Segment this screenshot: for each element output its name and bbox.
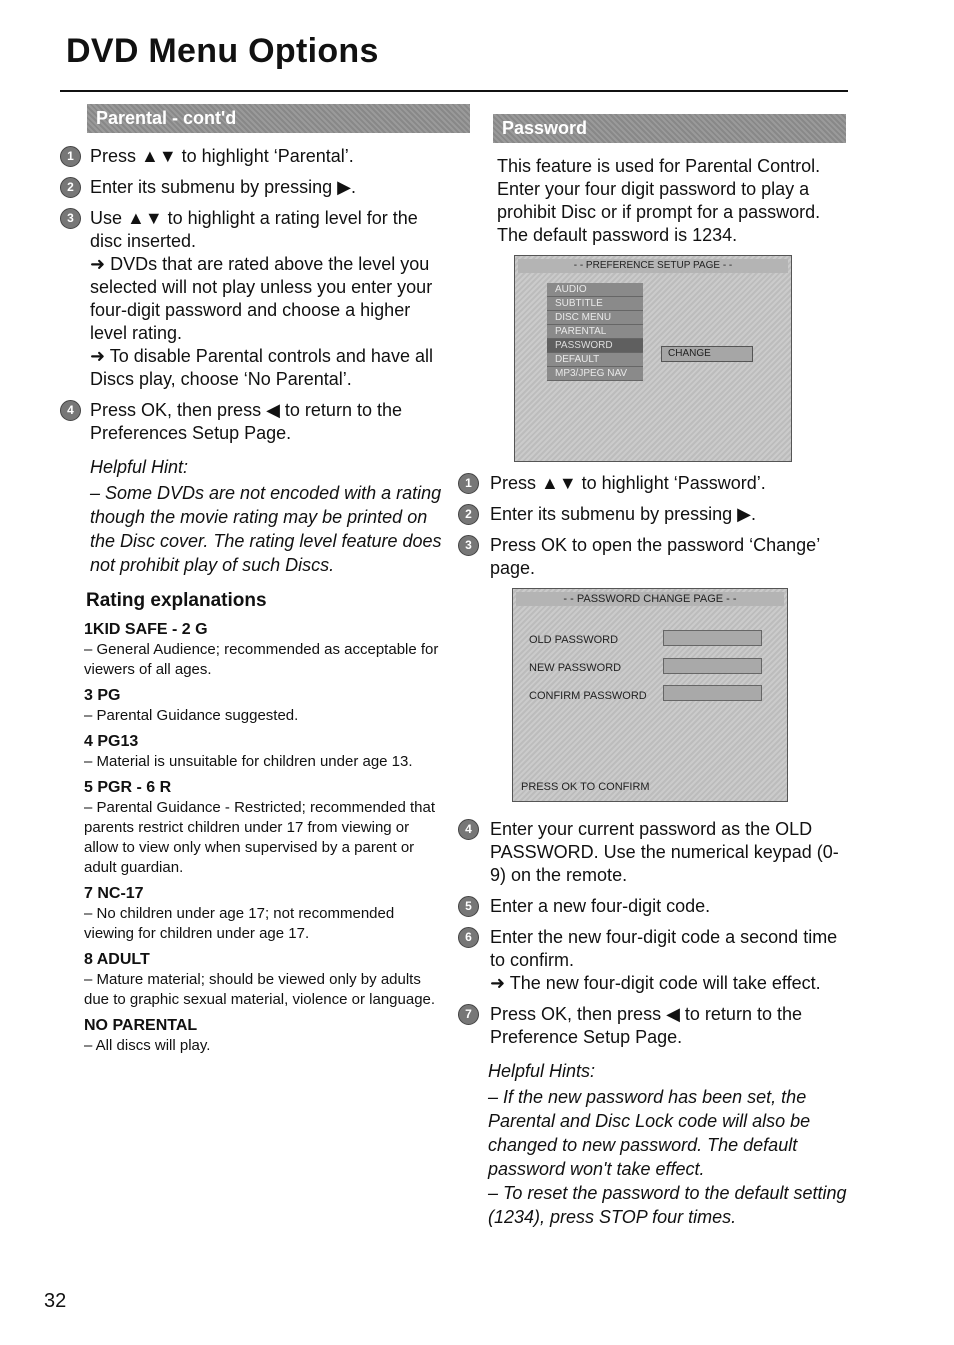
password-step-7 <box>458 1003 850 1049</box>
step-text: Press OK, then press ◀ to return to the Preferences Setup Page. <box>90 400 402 443</box>
osd-menu-item-audio: AUDIO <box>547 283 643 297</box>
step-number-icon: 6 <box>458 927 479 948</box>
osd-menu-list <box>547 283 643 381</box>
osd-header: - - PASSWORD CHANGE PAGE - - <box>516 592 784 606</box>
helpful-hints <box>488 1059 850 1229</box>
rating-name: NO PARENTAL <box>84 1017 198 1034</box>
parental-step-2 <box>60 176 445 199</box>
osd-menu-item-default: DEFAULT <box>547 353 643 367</box>
left-column <box>60 104 445 1062</box>
step-number-icon: 7 <box>458 1004 479 1025</box>
hint-text: – If the new password has been set, the Parental and Disc Lock code will also be changed to new password. The default password won't take effect. <box>488 1087 811 1179</box>
rating-desc: – All discs will play. <box>84 1037 211 1054</box>
step-text: Press ▲▼ to highlight ‘Password’. <box>490 473 766 493</box>
rating-item <box>84 732 445 772</box>
press-ok-to-confirm: PRESS OK TO CONFIRM <box>521 781 650 793</box>
rating-desc: – Parental Guidance - Restricted; recommended that parents restrict children under 17 from viewing or allow to view only when supervised by a parent or adult guardian. <box>84 799 436 876</box>
osd-change-option: CHANGE <box>661 346 753 362</box>
rating-name: 7 NC-17 <box>84 885 144 902</box>
rating-name: 8 ADULT <box>84 951 150 968</box>
password-step-1 <box>458 472 850 495</box>
hint-text: – Some DVDs are not encoded with a rating though the movie rating may be printed on the Disc cover. The rating level feature does not prohibit play of such Discs. <box>90 483 442 575</box>
step-text: Enter its submenu by pressing ▶. <box>490 504 756 524</box>
rating-item <box>84 686 445 726</box>
rating-item <box>84 950 445 1010</box>
rating-desc: – Parental Guidance suggested. <box>84 707 299 724</box>
password-intro: This feature is used for Parental Control. Enter your four digit password to play a prohibit Disc or if prompt for a password. The default password is 1234. <box>497 156 821 245</box>
step-note: ➜ To disable Parental controls and have all Discs play, choose ‘No Parental’. <box>90 346 433 389</box>
new-password-label: NEW PASSWORD <box>529 662 622 674</box>
step-number-icon: 2 <box>60 177 81 198</box>
password-step-6 <box>458 926 850 995</box>
confirm-password-label: CONFIRM PASSWORD <box>529 690 647 702</box>
osd-menu-item-subtitle: SUBTITLE <box>547 297 643 311</box>
step-text: Enter your current password as the OLD PASSWORD. Use the numerical keypad (0-9) on the remote. <box>490 819 839 885</box>
parental-step-4 <box>60 399 445 445</box>
step-note: ➜ DVDs that are rated above the level you selected will not play unless you enter your four-digit password and choose a higher level rating. <box>90 254 433 343</box>
osd-menu-item-password: PASSWORD <box>547 339 643 353</box>
step-text: Press OK, then press ◀ to return to the Preference Setup Page. <box>490 1004 802 1047</box>
title-divider <box>60 90 848 92</box>
step-number-icon: 2 <box>458 504 479 525</box>
rating-desc: – General Audience; recommended as acceptable for viewers of all ages. <box>84 641 439 678</box>
rating-desc: – Mature material; should be viewed only by adults due to graphic sexual material, violence or language. <box>84 971 436 1008</box>
rating-item <box>84 884 445 944</box>
helpful-hint <box>90 455 445 577</box>
page-title: DVD Menu Options <box>66 32 379 70</box>
rating-explanations-title: Rating explanations <box>86 590 267 611</box>
password-step-2 <box>458 503 850 526</box>
rating-name: 1KID SAFE - 2 G <box>84 621 208 638</box>
rating-item <box>84 1016 445 1056</box>
parental-step-3 <box>60 207 445 391</box>
step-number-icon: 1 <box>458 473 479 494</box>
page-number: 32 <box>44 1290 67 1312</box>
rating-name: 3 PG <box>84 687 121 704</box>
password-step-3 <box>458 534 850 580</box>
osd-menu-item-mp3-jpeg-nav: MP3/JPEG NAV <box>547 367 643 381</box>
step-number-icon: 4 <box>60 400 81 421</box>
password-step-4 <box>458 818 850 887</box>
step-text: Use ▲▼ to highlight a rating level for the disc inserted. <box>90 208 418 251</box>
step-text: Press ▲▼ to highlight ‘Parental’. <box>90 146 354 166</box>
rating-item <box>84 620 445 680</box>
preference-setup-screen <box>514 255 792 462</box>
section-header-parental: Parental - cont'd <box>87 104 470 133</box>
rating-desc: – Material is unsuitable for children under age 13. <box>84 753 413 770</box>
step-number-icon: 3 <box>60 208 81 229</box>
rating-item <box>84 778 445 878</box>
hint-title: Helpful Hint: <box>90 457 189 477</box>
step-text: Enter a new four-digit code. <box>490 896 711 916</box>
osd-menu-item-disc-menu: DISC MENU <box>547 311 643 325</box>
step-number-icon: 1 <box>60 146 81 167</box>
step-text: Enter its submenu by pressing ▶. <box>90 177 356 197</box>
step-number-icon: 4 <box>458 819 479 840</box>
right-column <box>458 114 850 1229</box>
step-number-icon: 5 <box>458 896 479 917</box>
hint-text: – To reset the password to the default setting (1234), press STOP four times. <box>488 1183 847 1227</box>
rating-name: 5 PGR - 6 R <box>84 779 172 796</box>
osd-header: - - PREFERENCE SETUP PAGE - - <box>518 259 788 273</box>
hint-title: Helpful Hints: <box>488 1061 596 1081</box>
old-password-field <box>663 630 762 646</box>
section-header-password: Password <box>493 114 846 143</box>
new-password-field <box>663 658 762 674</box>
step-text: Press OK to open the password ‘Change’ page. <box>490 535 820 578</box>
osd-menu-item-parental: PARENTAL <box>547 325 643 339</box>
parental-step-1 <box>60 145 445 168</box>
confirm-password-field <box>663 685 762 701</box>
password-change-screen <box>512 588 788 802</box>
step-note: ➜ The new four-digit code will take effect. <box>490 973 821 993</box>
password-step-5 <box>458 895 850 918</box>
rating-name: 4 PG13 <box>84 733 139 750</box>
old-password-label: OLD PASSWORD <box>529 634 619 646</box>
step-number-icon: 3 <box>458 535 479 556</box>
rating-desc: – No children under age 17; not recommended viewing for children under age 17. <box>84 905 395 942</box>
step-text: Enter the new four-digit code a second time to confirm. <box>490 927 838 970</box>
